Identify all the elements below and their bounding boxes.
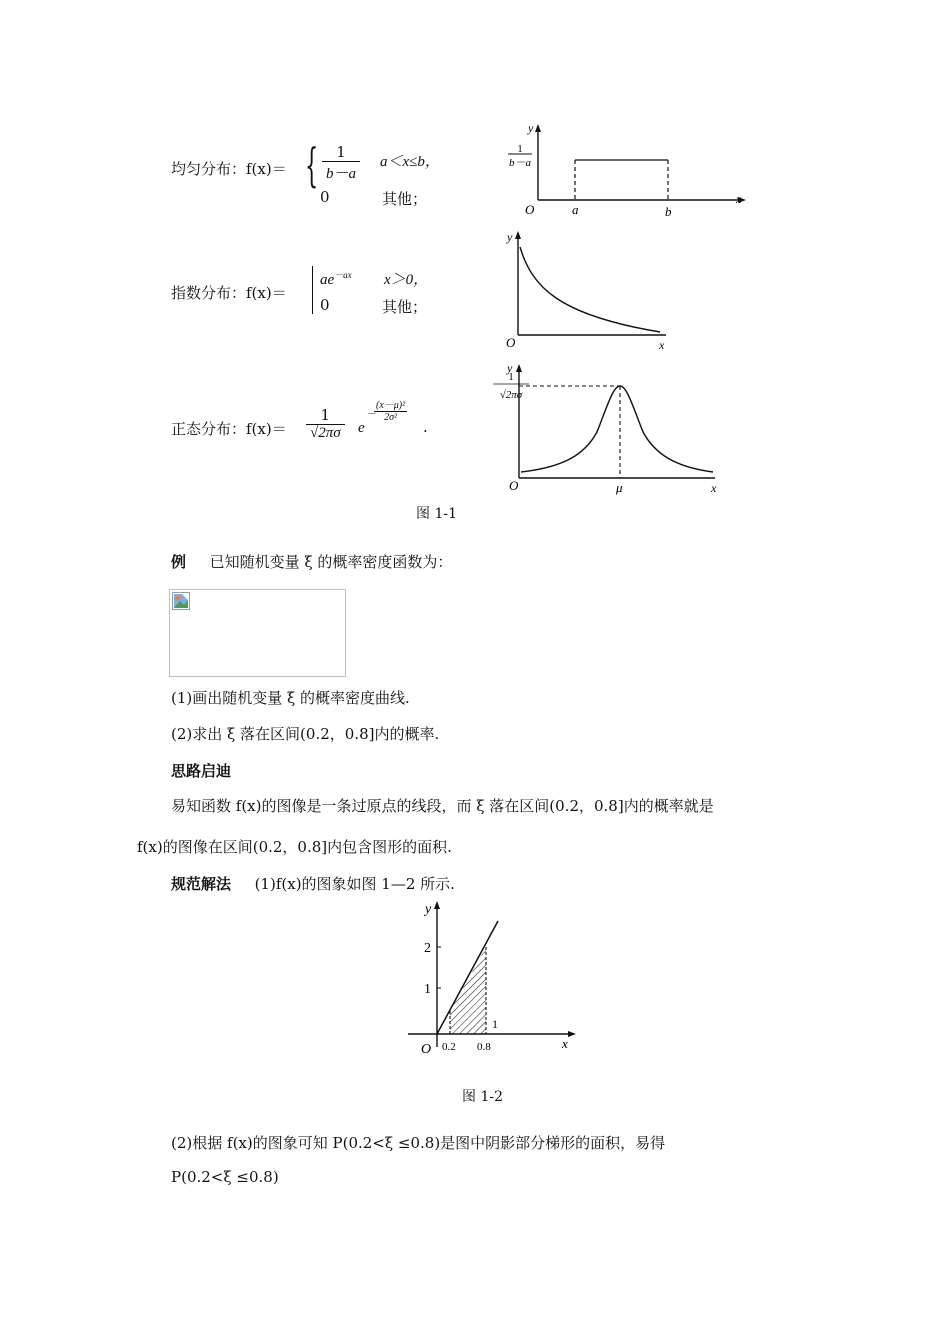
figure2-tick-y2: 2 (424, 941, 431, 956)
figure2-tick-02: 0.2 (442, 1041, 456, 1053)
normal-curve (521, 386, 713, 472)
normal-graph (485, 362, 725, 497)
uniform-tick-b: b (665, 204, 672, 219)
normal-frac-num: 1 (306, 406, 345, 425)
exponential-label: 指数分布：f(x)＝ (171, 284, 287, 302)
figure2-tick-08: 0.8 (477, 1041, 491, 1053)
uniform-case1-cond: a＜x≤b， (380, 154, 440, 170)
solution-line (171, 873, 455, 894)
exponential-x-label: x (659, 338, 665, 352)
uniform-label: 均匀分布：f(x)＝ (171, 160, 287, 178)
figure2-tick-x1: 1 (492, 1017, 498, 1031)
uniform-y-arrow (535, 124, 541, 132)
figure1-caption: 图 1-1 (416, 506, 457, 522)
normal-fraction (306, 406, 345, 442)
question-1: (1)画出随机变量 ξ 的概率密度曲线. (171, 689, 410, 707)
uniform-frac-den: b－a (326, 166, 357, 182)
exponential-case2-val: 0 (320, 296, 330, 314)
figure2-origin: O (421, 1042, 432, 1057)
exponential-brace (312, 266, 313, 314)
exponential-case1-exp: －ax (334, 270, 352, 280)
thinking-line-2: f(x)的图像在区间(0.2，0.8]内包含图形的面积. (137, 838, 452, 856)
exponential-y-arrow (515, 231, 521, 239)
exponential-y-label: y (507, 230, 513, 244)
conclusion-line-2: P(0.2<ξ ≤0.8) (171, 1168, 279, 1186)
uniform-case2-cond: 其他； (382, 190, 428, 208)
uniform-origin: O (525, 202, 535, 217)
normal-origin: O (509, 478, 519, 493)
exponential-case1-val: ae (320, 272, 335, 288)
exponential-case2-cond: 其他； (382, 298, 428, 316)
normal-y-arrow (516, 364, 522, 372)
normal-exp-sign: － (367, 409, 377, 420)
figure2-x-label: x (562, 1036, 568, 1051)
normal-base: e (358, 420, 365, 436)
example-line (171, 551, 452, 572)
normal-exp-num: (x－μ)² (374, 396, 407, 412)
solution-heading: 规范解法 (171, 875, 232, 893)
uniform-x-label: x (736, 192, 742, 206)
uniform-fraction (322, 143, 360, 183)
figure2-x-arrow (568, 1031, 576, 1037)
normal-exponent (374, 396, 407, 423)
uniform-tick-a: a (572, 202, 579, 217)
normal-x-label: x (711, 481, 717, 495)
exponential-origin: O (506, 335, 516, 350)
exponential-case1-cond: x＞0， (384, 272, 429, 288)
exponential-curve (520, 247, 660, 332)
normal-y-label: y (507, 362, 513, 375)
broken-image-icon (172, 592, 190, 610)
exponential-case1 (320, 268, 352, 289)
broken-image-placeholder (169, 589, 346, 677)
normal-end: . (423, 418, 428, 436)
normal-exp-den: 2σ² (384, 412, 398, 423)
normal-ytick-den: √2πσ (499, 389, 523, 401)
figure2-y-arrow (434, 901, 440, 909)
figure2-shaded-area (450, 947, 486, 1034)
uniform-case2-val: 0 (320, 188, 330, 206)
figure2-tick-y1: 1 (424, 982, 431, 997)
normal-mu: μ (616, 480, 623, 495)
uniform-ytick-num: 1 (517, 143, 523, 155)
normal-label: 正态分布：f(x)＝ (171, 420, 287, 438)
solution-text: (1)f(x)的图象如图 1—2 所示. (254, 875, 455, 893)
normal-ytick-num: 1 (508, 371, 514, 383)
conclusion-line-1: (2)根据 f(x)的图象可知 P(0.2<ξ ≤0.8)是图中阴影部分梯形的面积，易得 (171, 1134, 666, 1152)
thinking-line-1: 易知函数 f(x)的图像是一条过原点的线段，而 ξ 落在区间(0.2，0.8]内的概率就是 (171, 797, 714, 815)
thinking-heading: 思路启迪 (171, 762, 232, 780)
uniform-frac-num: 1 (322, 143, 360, 162)
example-text: 已知随机变量 ξ 的概率密度函数为： (209, 553, 453, 571)
figure2-y-label: y (425, 902, 432, 917)
uniform-y-label: y (528, 121, 534, 135)
uniform-brace: { (305, 138, 319, 192)
figure2-caption: 图 1-2 (462, 1089, 503, 1105)
uniform-ytick-den: b－a (509, 157, 531, 169)
uniform-graph (500, 120, 750, 220)
exponential-graph (500, 225, 680, 355)
question-2: (2)求出 ξ 落在区间(0.2，0.8]内的概率. (171, 725, 440, 743)
normal-frac-den: √2πσ (310, 425, 341, 441)
example-label: 例 (171, 553, 187, 571)
figure2-graph (400, 895, 580, 1060)
